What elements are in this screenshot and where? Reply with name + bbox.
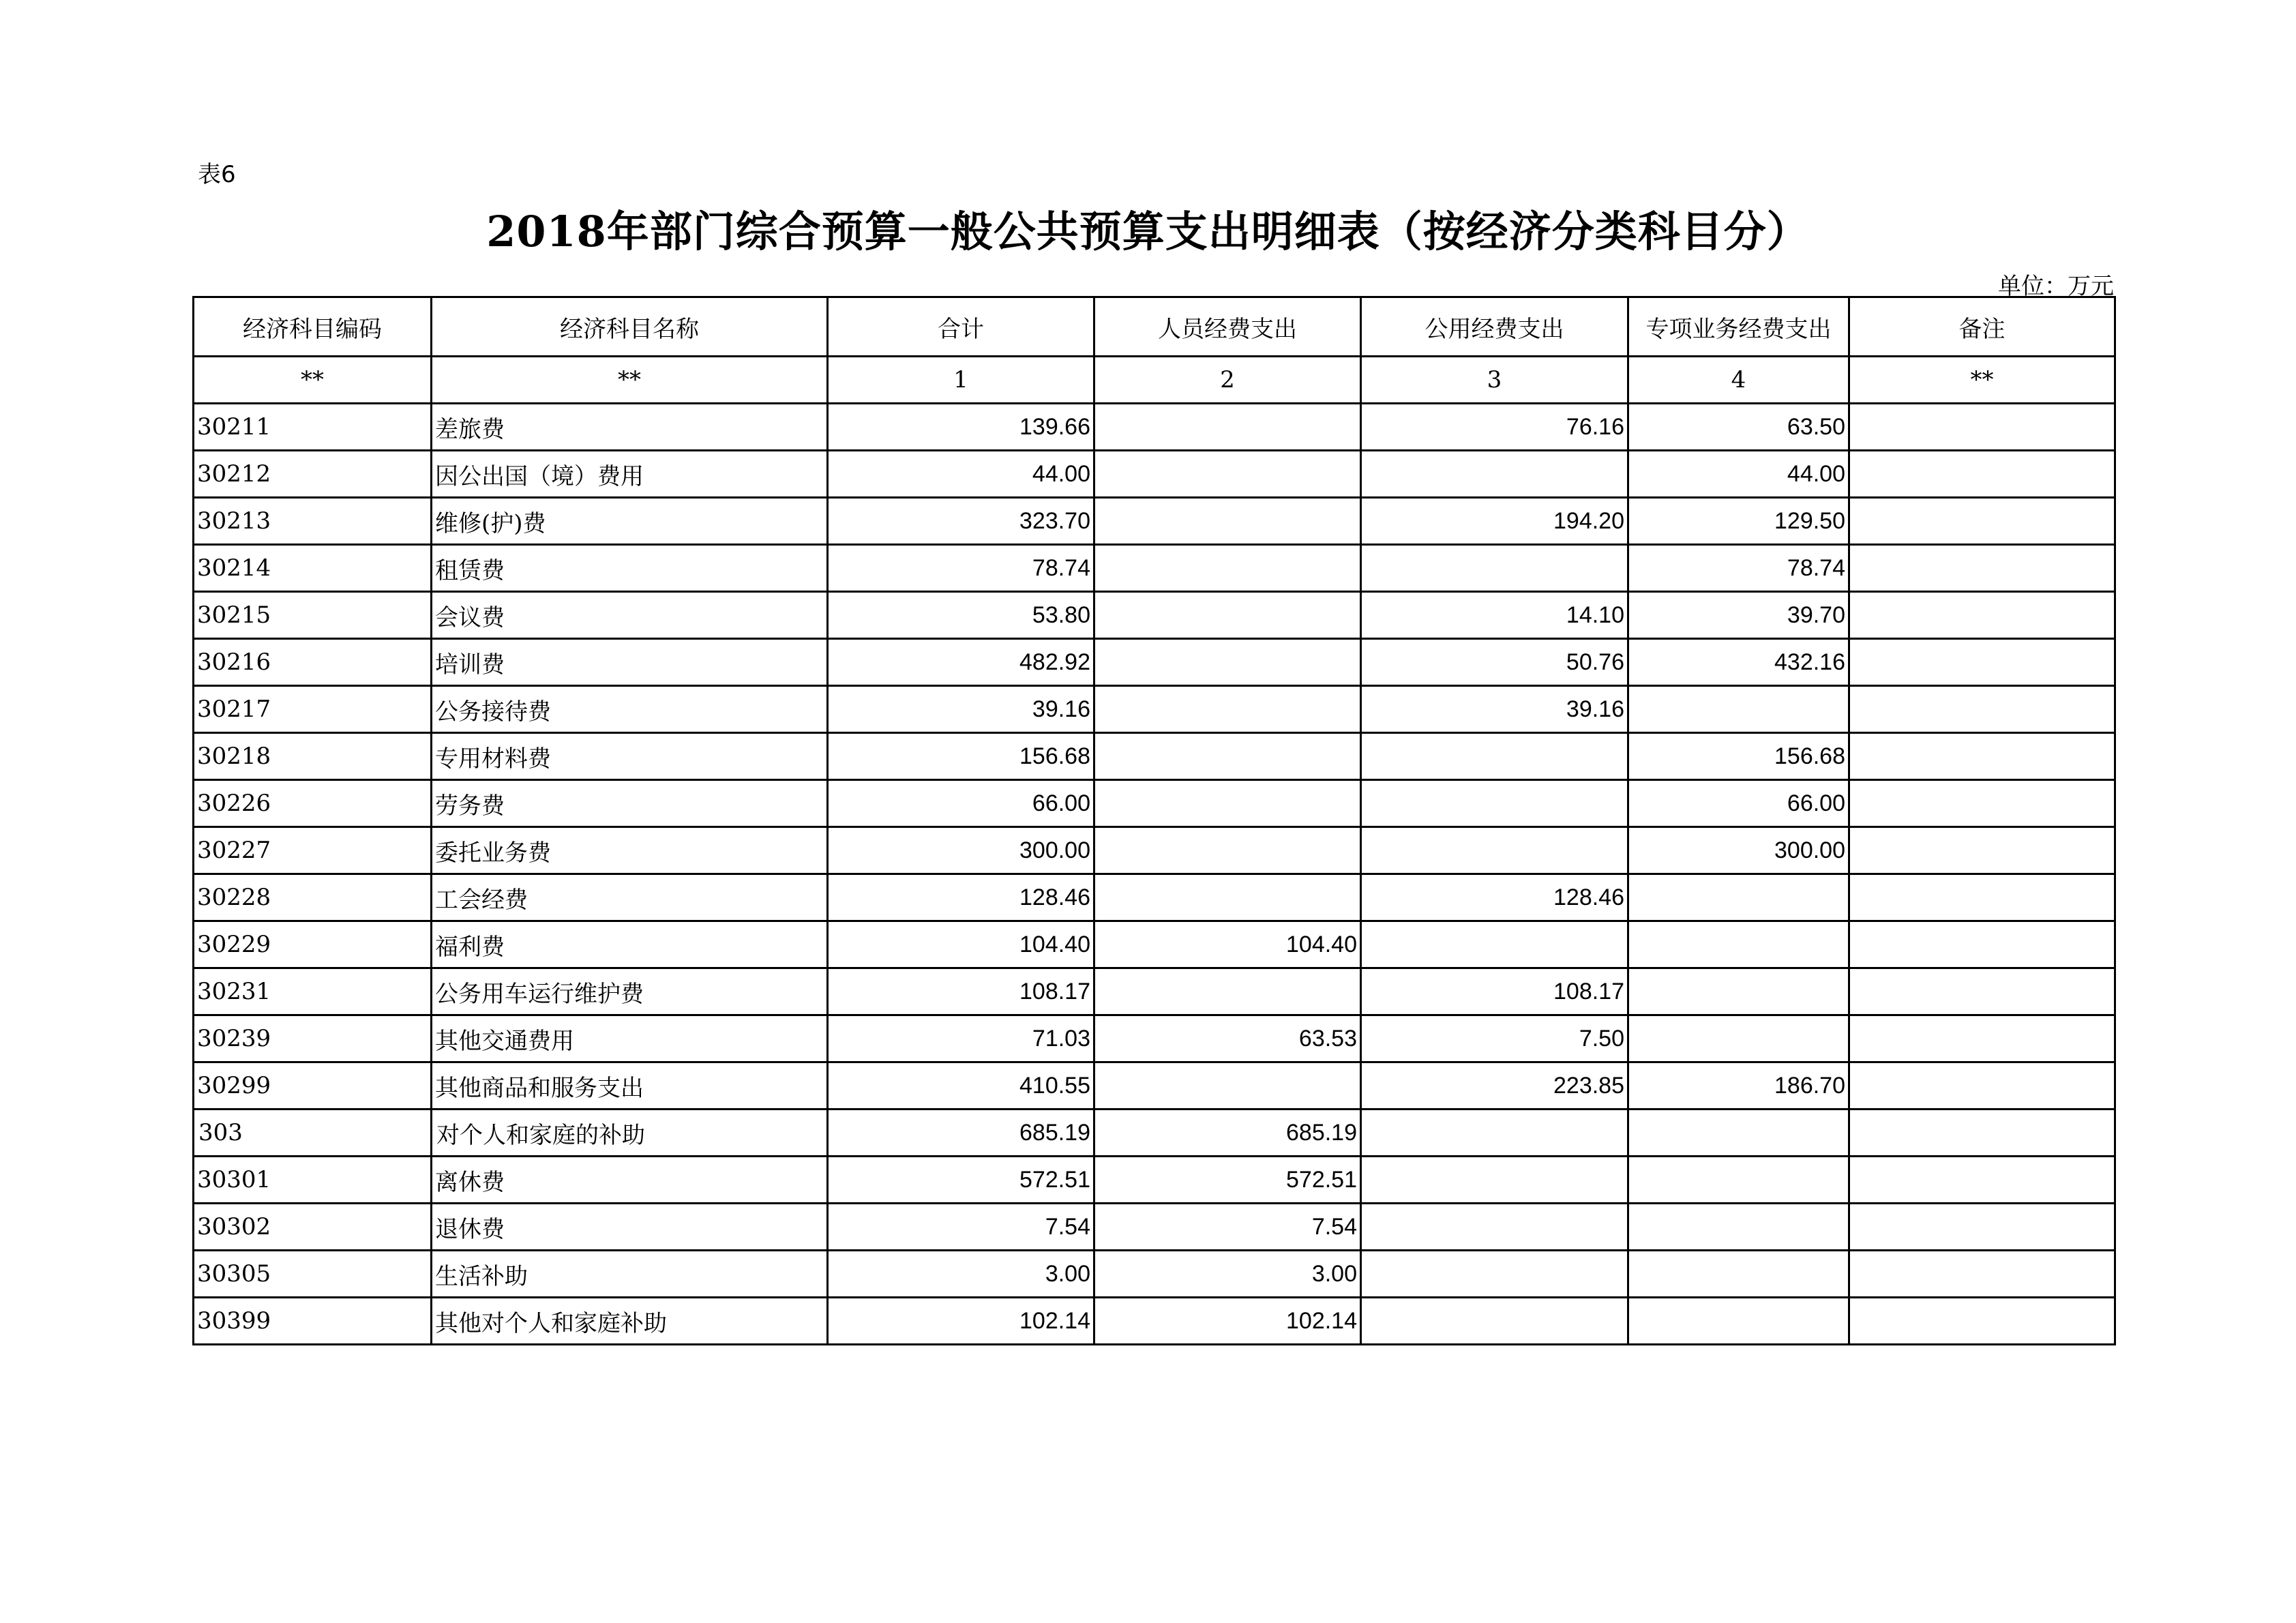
- cell-name: 租赁费: [432, 545, 828, 592]
- table-row: [194, 1204, 2115, 1251]
- table-row: [194, 733, 2115, 780]
- cell-personnel: 685.19: [1094, 1110, 1361, 1157]
- index-row: [194, 357, 2115, 404]
- cell-name: 其他商品和服务支出: [432, 1062, 828, 1110]
- cell-public: [1361, 780, 1628, 827]
- cell-special: 432.16: [1628, 639, 1849, 686]
- table-row: [194, 545, 2115, 592]
- cell-total: 410.55: [828, 1062, 1094, 1110]
- cell-note: [1849, 968, 2115, 1015]
- cell-name: 生活补助: [432, 1251, 828, 1298]
- cell-public: 50.76: [1361, 639, 1628, 686]
- page-title: 2018年部门综合预算一般公共预算支出明细表（按经济分类科目分）: [486, 207, 1810, 256]
- cell-total: 572.51: [828, 1157, 1094, 1204]
- cell-code: 30218: [194, 733, 432, 780]
- cell-personnel: [1094, 686, 1361, 733]
- cell-public: [1361, 451, 1628, 498]
- cell-personnel: [1094, 498, 1361, 545]
- cell-personnel: [1094, 780, 1361, 827]
- cell-personnel: 572.51: [1094, 1157, 1361, 1204]
- cell-personnel: [1094, 592, 1361, 639]
- table-row: [194, 921, 2115, 968]
- header-code: 经济科目编码: [194, 297, 432, 357]
- cell-special: [1628, 1110, 1849, 1157]
- header-public: 公用经费支出: [1361, 297, 1628, 357]
- cell-public: 39.16: [1361, 686, 1628, 733]
- cell-special: 39.70: [1628, 592, 1849, 639]
- cell-total: 3.00: [828, 1251, 1094, 1298]
- cell-note: [1849, 639, 2115, 686]
- cell-code: 30305: [194, 1251, 432, 1298]
- cell-name: 退休费: [432, 1204, 828, 1251]
- cell-special: [1628, 686, 1849, 733]
- cell-total: 66.00: [828, 780, 1094, 827]
- unit-label: 单位：万元: [1998, 273, 2114, 300]
- cell-code: 30226: [194, 780, 432, 827]
- cell-note: [1849, 1157, 2115, 1204]
- cell-total: 685.19: [828, 1110, 1094, 1157]
- table-label: 表6: [198, 161, 236, 188]
- index-cell: 4: [1628, 357, 1849, 404]
- cell-name: 维修(护)费: [432, 498, 828, 545]
- cell-personnel: 7.54: [1094, 1204, 1361, 1251]
- cell-public: [1361, 1110, 1628, 1157]
- cell-name: 公务用车运行维护费: [432, 968, 828, 1015]
- cell-public: [1361, 827, 1628, 874]
- cell-note: [1849, 592, 2115, 639]
- cell-personnel: 102.14: [1094, 1298, 1361, 1345]
- table-row: [194, 1157, 2115, 1204]
- cell-total: 7.54: [828, 1204, 1094, 1251]
- cell-public: [1361, 1251, 1628, 1298]
- cell-code: 30239: [194, 1015, 432, 1062]
- budget-table: [192, 296, 2116, 1345]
- cell-total: 156.68: [828, 733, 1094, 780]
- table-row: [194, 451, 2115, 498]
- cell-name: 其他对个人和家庭补助: [432, 1298, 828, 1345]
- cell-special: [1628, 874, 1849, 921]
- cell-note: [1849, 545, 2115, 592]
- cell-total: 71.03: [828, 1015, 1094, 1062]
- cell-special: 186.70: [1628, 1062, 1849, 1110]
- cell-name: 公务接待费: [432, 686, 828, 733]
- cell-code: 30214: [194, 545, 432, 592]
- cell-special: [1628, 1298, 1849, 1345]
- cell-name: 委托业务费: [432, 827, 828, 874]
- cell-public: [1361, 1157, 1628, 1204]
- cell-public: [1361, 1204, 1628, 1251]
- header-total: 合计: [828, 297, 1094, 357]
- cell-public: 128.46: [1361, 874, 1628, 921]
- cell-note: [1849, 498, 2115, 545]
- cell-note: [1849, 1251, 2115, 1298]
- header-row: [194, 297, 2115, 357]
- table-row: [194, 1251, 2115, 1298]
- cell-personnel: 3.00: [1094, 1251, 1361, 1298]
- cell-note: [1849, 451, 2115, 498]
- table-row: [194, 498, 2115, 545]
- cell-code: 30227: [194, 827, 432, 874]
- table-row: [194, 1062, 2115, 1110]
- table-row: [194, 404, 2115, 451]
- header-special: 专项业务经费支出: [1628, 297, 1849, 357]
- cell-public: [1361, 921, 1628, 968]
- cell-code: 30216: [194, 639, 432, 686]
- table-row: [194, 686, 2115, 733]
- cell-name: 离休费: [432, 1157, 828, 1204]
- cell-public: 223.85: [1361, 1062, 1628, 1110]
- table-row: [194, 1110, 2115, 1157]
- cell-personnel: [1094, 451, 1361, 498]
- cell-public: 14.10: [1361, 592, 1628, 639]
- cell-note: [1849, 733, 2115, 780]
- cell-total: 39.16: [828, 686, 1094, 733]
- cell-special: 129.50: [1628, 498, 1849, 545]
- cell-special: 78.74: [1628, 545, 1849, 592]
- cell-special: 63.50: [1628, 404, 1849, 451]
- cell-total: 44.00: [828, 451, 1094, 498]
- cell-note: [1849, 921, 2115, 968]
- cell-public: 76.16: [1361, 404, 1628, 451]
- cell-name: 专用材料费: [432, 733, 828, 780]
- cell-special: [1628, 1251, 1849, 1298]
- cell-code: 303: [194, 1110, 432, 1157]
- cell-personnel: [1094, 1062, 1361, 1110]
- cell-name: 差旅费: [432, 404, 828, 451]
- cell-code: 30231: [194, 968, 432, 1015]
- cell-personnel: [1094, 874, 1361, 921]
- cell-note: [1849, 404, 2115, 451]
- cell-note: [1849, 874, 2115, 921]
- cell-note: [1849, 1015, 2115, 1062]
- cell-public: [1361, 1298, 1628, 1345]
- cell-personnel: 104.40: [1094, 921, 1361, 968]
- cell-personnel: [1094, 404, 1361, 451]
- table-row: [194, 968, 2115, 1015]
- cell-special: 300.00: [1628, 827, 1849, 874]
- index-cell: **: [194, 357, 432, 404]
- cell-name: 其他交通费用: [432, 1015, 828, 1062]
- cell-note: [1849, 686, 2115, 733]
- cell-special: 44.00: [1628, 451, 1849, 498]
- header-personnel: 人员经费支出: [1094, 297, 1361, 357]
- cell-special: [1628, 1204, 1849, 1251]
- cell-code: 30212: [194, 451, 432, 498]
- table-row: [194, 780, 2115, 827]
- cell-note: [1849, 780, 2115, 827]
- index-cell: **: [1849, 357, 2115, 404]
- table-row: [194, 1015, 2115, 1062]
- table-row: [194, 639, 2115, 686]
- cell-total: 139.66: [828, 404, 1094, 451]
- cell-code: 30217: [194, 686, 432, 733]
- cell-note: [1849, 1204, 2115, 1251]
- cell-personnel: [1094, 639, 1361, 686]
- cell-total: 78.74: [828, 545, 1094, 592]
- cell-code: 30299: [194, 1062, 432, 1110]
- cell-code: 30302: [194, 1204, 432, 1251]
- cell-note: [1849, 1062, 2115, 1110]
- cell-special: 66.00: [1628, 780, 1849, 827]
- cell-code: 30211: [194, 404, 432, 451]
- cell-public: [1361, 733, 1628, 780]
- cell-public: 7.50: [1361, 1015, 1628, 1062]
- cell-personnel: [1094, 733, 1361, 780]
- cell-name: 会议费: [432, 592, 828, 639]
- cell-public: 194.20: [1361, 498, 1628, 545]
- cell-note: [1849, 827, 2115, 874]
- index-cell: 3: [1361, 357, 1628, 404]
- cell-name: 因公出国（境）费用: [432, 451, 828, 498]
- cell-public: [1361, 545, 1628, 592]
- cell-code: 30228: [194, 874, 432, 921]
- cell-code: 30399: [194, 1298, 432, 1345]
- cell-special: 156.68: [1628, 733, 1849, 780]
- cell-total: 128.46: [828, 874, 1094, 921]
- index-cell: 2: [1094, 357, 1361, 404]
- cell-total: 108.17: [828, 968, 1094, 1015]
- index-cell: **: [432, 357, 828, 404]
- cell-total: 323.70: [828, 498, 1094, 545]
- table-row: [194, 1298, 2115, 1345]
- cell-name: 培训费: [432, 639, 828, 686]
- cell-total: 104.40: [828, 921, 1094, 968]
- cell-name: 福利费: [432, 921, 828, 968]
- cell-total: 482.92: [828, 639, 1094, 686]
- cell-name: 工会经费: [432, 874, 828, 921]
- cell-special: [1628, 921, 1849, 968]
- cell-name: 劳务费: [432, 780, 828, 827]
- cell-total: 53.80: [828, 592, 1094, 639]
- cell-personnel: [1094, 968, 1361, 1015]
- cell-code: 30301: [194, 1157, 432, 1204]
- cell-total: 300.00: [828, 827, 1094, 874]
- cell-personnel: 63.53: [1094, 1015, 1361, 1062]
- cell-total: 102.14: [828, 1298, 1094, 1345]
- cell-code: 30229: [194, 921, 432, 968]
- cell-public: 108.17: [1361, 968, 1628, 1015]
- table-row: [194, 827, 2115, 874]
- cell-note: [1849, 1298, 2115, 1345]
- cell-personnel: [1094, 827, 1361, 874]
- cell-special: [1628, 1015, 1849, 1062]
- cell-code: 30215: [194, 592, 432, 639]
- header-note: 备注: [1849, 297, 2115, 357]
- header-name: 经济科目名称: [432, 297, 828, 357]
- cell-special: [1628, 1157, 1849, 1204]
- cell-special: [1628, 968, 1849, 1015]
- index-cell: 1: [828, 357, 1094, 404]
- cell-personnel: [1094, 545, 1361, 592]
- table-row: [194, 592, 2115, 639]
- table-row: [194, 874, 2115, 921]
- cell-code: 30213: [194, 498, 432, 545]
- cell-name: 对个人和家庭的补助: [432, 1110, 828, 1157]
- cell-note: [1849, 1110, 2115, 1157]
